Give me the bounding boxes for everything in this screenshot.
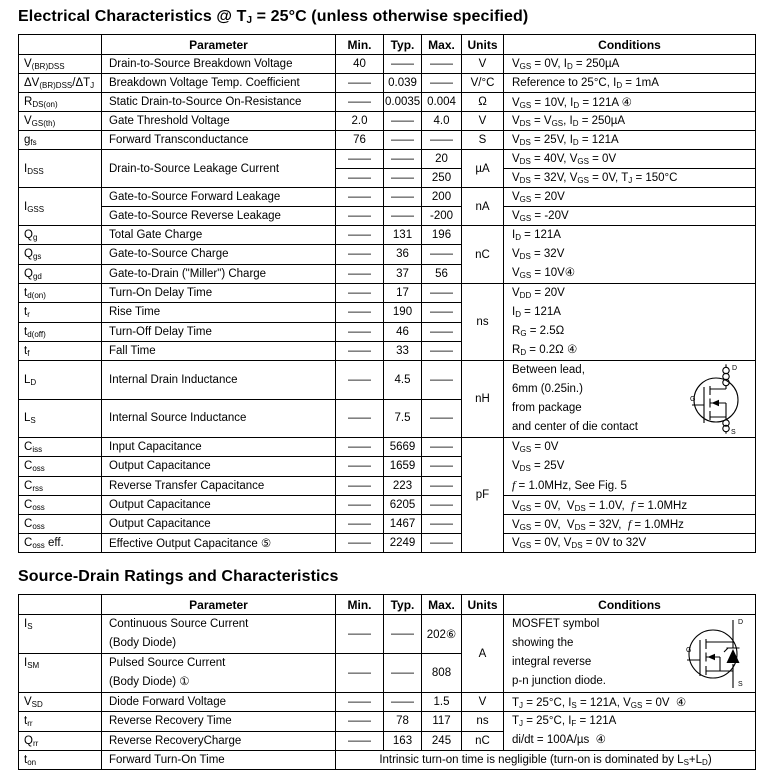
typ-cell: 37 xyxy=(384,264,422,283)
max-cell: —— xyxy=(422,55,462,74)
min-cell: —— xyxy=(336,534,384,553)
typ-cell: —— xyxy=(384,150,422,169)
units-cell: A xyxy=(462,615,504,693)
cond-cell: $V_{DS} = 25V$, $I_D = 121A$ xyxy=(504,131,756,150)
min-cell: —— xyxy=(336,169,384,188)
table-row xyxy=(19,751,756,770)
symbol-cell: $t_{d(off)}$ xyxy=(19,322,102,341)
table-row xyxy=(19,438,756,457)
units-cell: nA xyxy=(462,188,504,226)
table-row xyxy=(19,93,756,112)
min-cell: —— xyxy=(336,457,384,476)
symbol-cell: $L_D$ xyxy=(19,361,102,400)
col-header-typ: Typ. xyxy=(384,35,422,55)
param-cell: Turn-On Delay Time xyxy=(102,284,336,303)
cond-line: $I_D = 121A$ xyxy=(512,229,561,242)
col-header-parameter: Parameter xyxy=(102,35,336,55)
units-cell: Ω xyxy=(462,93,504,112)
table-row xyxy=(19,55,756,74)
cond-cell: $V_{GS} = -20V$ xyxy=(504,207,756,226)
max-cell: 0.004 xyxy=(422,93,462,112)
cond-cell: $V_{GS} = 10V$, $I_D = 121A$ ④ xyxy=(504,93,756,112)
source-drain-table xyxy=(18,594,756,770)
units-cell: µA xyxy=(462,150,504,188)
symbol-cell: $Q_g$ xyxy=(19,226,102,245)
cond-line: $R_D = 0.2\Omega$ ④ xyxy=(512,344,578,357)
max-cell: —— xyxy=(422,476,462,495)
min-cell: —— xyxy=(336,284,384,303)
cond-line: p-n junction diode. xyxy=(512,675,606,687)
param-cell xyxy=(102,615,336,654)
pin-label-g: G xyxy=(686,647,692,654)
typ-cell: 223 xyxy=(384,476,422,495)
cond-line: from package xyxy=(512,402,582,414)
typ-cell: 163 xyxy=(384,731,422,751)
cond-cell xyxy=(504,361,756,438)
cond-cell: $T_J = 25^\circ C$, $I_S = 121A$, $V_{GS} = 0V$ ④ xyxy=(504,693,756,712)
typ-cell: —— xyxy=(384,131,422,150)
symbol-text: $I_S$ xyxy=(24,618,33,631)
typ-cell: 0.039 xyxy=(384,74,422,93)
mosfet-body-diode-icon xyxy=(686,616,752,689)
param-cell: Gate Threshold Voltage xyxy=(102,112,336,131)
units-cell: nH xyxy=(462,361,504,438)
param-cell: Output Capacitance xyxy=(102,496,336,515)
table-row xyxy=(19,188,756,207)
units-cell: V xyxy=(462,693,504,712)
symbol-cell: $V_{(BR)DSS}$ xyxy=(19,55,102,74)
symbol-cell: $g_{fs}$ xyxy=(19,131,102,150)
max-cell: 4.0 xyxy=(422,112,462,131)
param-cell: Breakdown Voltage Temp. Coefficient xyxy=(102,74,336,93)
section-title-source-drain: Source-Drain Ratings and Characteristics xyxy=(18,568,339,585)
min-cell: —— xyxy=(336,731,384,751)
symbol-cell: $C_{oss}$ xyxy=(19,457,102,476)
cond-cell: $V_{GS} = 0V$, $V_{DS} = 32V$, f = 1.0MHz xyxy=(504,515,756,534)
min-cell: —— xyxy=(336,207,384,226)
table-row xyxy=(19,693,756,712)
min-cell: 2.0 xyxy=(336,112,384,131)
cond-cell: Reference to 25°C, $I_D = 1mA$ xyxy=(504,74,756,93)
max-cell: 56 xyxy=(422,264,462,283)
typ-cell: 4.5 xyxy=(384,361,422,400)
max-cell: 196 xyxy=(422,226,462,245)
param-cell: Output Capacitance xyxy=(102,515,336,534)
max-cell: 245 xyxy=(422,731,462,751)
max-cell: —— xyxy=(422,496,462,515)
section-gap xyxy=(18,553,755,566)
cond-cell: $V_{GS} = 20V$ xyxy=(504,188,756,207)
typ-cell: 190 xyxy=(384,303,422,322)
max-cell: 808 xyxy=(422,654,462,693)
cond-cell: $V_{DS} = 32V$, $V_{GS} = 0V$, $T_J = 150^\circ C$ xyxy=(504,169,756,188)
cond-line: $T_J = 25^\circ C$, $I_F = 121A$ xyxy=(512,715,617,728)
min-cell: —— xyxy=(336,93,384,112)
cond-cell: $V_{GS} = 0V$, $V_{DS} = 1.0V$, f = 1.0MHz xyxy=(504,496,756,515)
typ-cell: —— xyxy=(384,169,422,188)
max-cell: 117 xyxy=(422,712,462,732)
max-cell: —— xyxy=(422,399,462,438)
note-cell: Intrinsic turn-on time is negligible (turn-on is dominated by $L_S+L_D$) xyxy=(336,751,756,770)
table-row xyxy=(19,150,756,169)
col-header-max: Max. xyxy=(422,595,462,615)
min-cell: —— xyxy=(336,438,384,457)
symbol-cell: $C_{oss}$ xyxy=(19,515,102,534)
table-row xyxy=(19,534,756,553)
cond-cell xyxy=(504,712,756,751)
min-cell: —— xyxy=(336,654,384,693)
param-cell: Drain-to-Source Leakage Current xyxy=(102,150,336,188)
table-row xyxy=(19,615,756,654)
typ-cell: —— xyxy=(384,207,422,226)
min-cell: —— xyxy=(336,74,384,93)
units-cell: ns xyxy=(462,712,504,732)
typ-cell: 33 xyxy=(384,341,422,360)
cond-cell: $V_{DS} = 40V$, $V_{GS} = 0V$ xyxy=(504,150,756,169)
cond-line: $V_{DS} = 25V$ xyxy=(512,460,565,473)
param-cell: Input Capacitance xyxy=(102,438,336,457)
table-row xyxy=(19,284,756,303)
max-cell: —— xyxy=(422,341,462,360)
col-header-typ: Typ. xyxy=(384,595,422,615)
typ-cell: —— xyxy=(384,654,422,693)
col-header-parameter: Parameter xyxy=(102,595,336,615)
pin-label-d: D xyxy=(732,365,738,372)
symbol-cell: $Q_{gs}$ xyxy=(19,245,102,264)
param-cell: Gate-to-Source Charge xyxy=(102,245,336,264)
param-line: Continuous Source Current xyxy=(109,618,249,630)
typ-cell: —— xyxy=(384,188,422,207)
symbol-cell: $I_{DSS}$ xyxy=(19,150,102,188)
max-cell: —— xyxy=(422,245,462,264)
table-header-row xyxy=(19,595,756,615)
table-row xyxy=(19,112,756,131)
min-cell: —— xyxy=(336,476,384,495)
units-cell: V/°C xyxy=(462,74,504,93)
symbol-cell: $V_{GS(th)}$ xyxy=(19,112,102,131)
param-cell: Gate-to-Source Reverse Leakage xyxy=(102,207,336,226)
corner-cell xyxy=(19,595,102,615)
cond-cell: $V_{GS} = 0V$, $I_D = 250\mu A$ xyxy=(504,55,756,74)
max-cell: —— xyxy=(422,534,462,553)
cond-line: $V_{GS} = 0V$ xyxy=(512,441,559,454)
symbol-text: $I_{SM}$ xyxy=(24,657,40,670)
symbol-cell: $C_{rss}$ xyxy=(19,476,102,495)
cond-cell: $V_{GS} = 0V$, $V_{DS} = 0V$ to 32V xyxy=(504,534,756,553)
table-row xyxy=(19,515,756,534)
max-cell: —— xyxy=(422,457,462,476)
units-cell: ns xyxy=(462,284,504,361)
table-row xyxy=(19,207,756,226)
symbol-cell: $Q_{rr}$ xyxy=(19,731,102,751)
symbol-cell: $\Delta V_{(BR)DSS}/\Delta T_J$ xyxy=(19,74,102,93)
param-cell: Internal Drain Inductance xyxy=(102,361,336,400)
max-cell: —— xyxy=(422,284,462,303)
corner-cell xyxy=(19,35,102,55)
param-cell: Static Drain-to-Source On-Resistance xyxy=(102,93,336,112)
min-cell: 40 xyxy=(336,55,384,74)
param-line: (Body Diode) xyxy=(109,637,177,649)
table-row xyxy=(19,496,756,515)
typ-cell: —— xyxy=(384,615,422,654)
max-cell: —— xyxy=(422,361,462,400)
param-cell: Drain-to-Source Breakdown Voltage xyxy=(102,55,336,74)
symbol-cell: $t_{on}$ xyxy=(19,751,102,770)
typ-cell: 78 xyxy=(384,712,422,732)
param-cell: Diode Forward Voltage xyxy=(102,693,336,712)
pin-label-d: D xyxy=(738,619,744,626)
cond-cell: $V_{DS} = V_{GS}$, $I_D = 250\mu A$ xyxy=(504,112,756,131)
cond-line: integral reverse xyxy=(512,656,592,668)
param-cell: Turn-Off Delay Time xyxy=(102,322,336,341)
cond-line: showing the xyxy=(512,637,574,649)
typ-cell: 6205 xyxy=(384,496,422,515)
param-line: (Body Diode) ① xyxy=(109,676,190,688)
units-cell: nC xyxy=(462,731,504,751)
units-cell: V xyxy=(462,55,504,74)
max-cell: —— xyxy=(422,303,462,322)
cond-line: $I_D = 121A$ xyxy=(512,306,561,319)
param-cell: Gate-to-Drain ("Miller") Charge xyxy=(102,264,336,283)
table-row xyxy=(19,131,756,150)
param-cell: Reverse Recovery Time xyxy=(102,712,336,732)
col-header-conditions: Conditions xyxy=(504,35,756,55)
typ-cell: —— xyxy=(384,55,422,74)
col-header-units: Units xyxy=(462,35,504,55)
param-line: Pulsed Source Current xyxy=(109,657,226,669)
min-cell: —— xyxy=(336,399,384,438)
typ-cell: —— xyxy=(384,112,422,131)
units-cell: pF xyxy=(462,438,504,553)
cond-line: 6mm (0.25in.) xyxy=(512,383,583,395)
col-header-max: Max. xyxy=(422,35,462,55)
min-cell: —— xyxy=(336,712,384,732)
param-cell: Rise Time xyxy=(102,303,336,322)
electrical-characteristics-table xyxy=(18,34,756,553)
typ-cell: 46 xyxy=(384,322,422,341)
max-cell: 202⑥ xyxy=(422,615,462,654)
page-title: Electrical Characteristics @ $T_J = 25^\circ C$ (unless otherwise specified) xyxy=(18,8,529,26)
typ-cell: 131 xyxy=(384,226,422,245)
pin-label-s: S xyxy=(738,681,743,688)
min-cell: —— xyxy=(336,264,384,283)
units-cell: nC xyxy=(462,226,504,284)
table-row xyxy=(19,712,756,732)
cond-cell xyxy=(504,284,756,361)
mosfet-inductance-icon xyxy=(690,362,752,435)
typ-cell: 5669 xyxy=(384,438,422,457)
param-cell: Gate-to-Source Forward Leakage xyxy=(102,188,336,207)
col-header-min: Min. xyxy=(336,35,384,55)
cond-line: $V_{DS} = 32V$ xyxy=(512,248,565,261)
typ-cell: 0.0035 xyxy=(384,93,422,112)
min-cell: —— xyxy=(336,150,384,169)
max-cell: —— xyxy=(422,131,462,150)
param-cell: Forward Transconductance xyxy=(102,131,336,150)
min-cell: —— xyxy=(336,226,384,245)
param-cell: Reverse RecoveryCharge xyxy=(102,731,336,751)
units-cell: S xyxy=(462,131,504,150)
min-cell: —— xyxy=(336,245,384,264)
typ-cell: 36 xyxy=(384,245,422,264)
typ-cell: 2249 xyxy=(384,534,422,553)
symbol-cell: $t_f$ xyxy=(19,341,102,360)
min-cell: 76 xyxy=(336,131,384,150)
param-cell: Fall Time xyxy=(102,341,336,360)
symbol-cell: $t_{rr}$ xyxy=(19,712,102,732)
table-header-row xyxy=(19,35,756,55)
cond-line: $V_{GS}$ = 10V④ xyxy=(512,267,576,280)
min-cell: —— xyxy=(336,693,384,712)
symbol-cell: $C_{oss}$ eff. xyxy=(19,534,102,553)
min-cell: —— xyxy=(336,615,384,654)
typ-cell: 17 xyxy=(384,284,422,303)
max-cell: —— xyxy=(422,515,462,534)
units-cell: V xyxy=(462,112,504,131)
symbol-cell: $I_{GSS}$ xyxy=(19,188,102,226)
max-cell: 1.5 xyxy=(422,693,462,712)
max-cell: —— xyxy=(422,438,462,457)
symbol-cell: $V_{SD}$ xyxy=(19,693,102,712)
cond-cell xyxy=(504,615,756,693)
min-cell: —— xyxy=(336,188,384,207)
max-cell: —— xyxy=(422,74,462,93)
min-cell: —— xyxy=(336,515,384,534)
pin-label-g: G xyxy=(690,396,696,403)
table-row xyxy=(19,226,756,245)
cond-line: and center of die contact xyxy=(512,421,638,433)
max-cell: 20 xyxy=(422,150,462,169)
typ-cell: 1467 xyxy=(384,515,422,534)
symbol-cell xyxy=(19,615,102,654)
symbol-cell: $t_r$ xyxy=(19,303,102,322)
min-cell: —— xyxy=(336,496,384,515)
cond-line: $V_{DD} = 20V$ xyxy=(512,287,565,300)
col-header-units: Units xyxy=(462,595,504,615)
cond-cell xyxy=(504,226,756,284)
max-cell: 200 xyxy=(422,188,462,207)
cond-cell xyxy=(504,438,756,496)
param-cell xyxy=(102,654,336,693)
param-cell: Forward Turn-On Time xyxy=(102,751,336,770)
param-cell: Internal Source Inductance xyxy=(102,399,336,438)
typ-cell: —— xyxy=(384,693,422,712)
min-cell: —— xyxy=(336,361,384,400)
symbol-cell: $C_{iss}$ xyxy=(19,438,102,457)
cond-line: $R_G = 2.5\Omega$ xyxy=(512,325,565,338)
col-header-conditions: Conditions xyxy=(504,595,756,615)
cond-line: di/dt = 100A/µs ④ xyxy=(512,734,606,746)
param-cell: Output Capacitance xyxy=(102,457,336,476)
table-row xyxy=(19,361,756,400)
cond-line: f = 1.0MHz, See Fig. 5 xyxy=(512,478,627,492)
param-cell: Effective Output Capacitance ⑤ xyxy=(102,534,336,553)
symbol-cell: $Q_{gd}$ xyxy=(19,264,102,283)
symbol-cell xyxy=(19,654,102,693)
symbol-cell: $t_{d(on)}$ xyxy=(19,284,102,303)
typ-cell: 1659 xyxy=(384,457,422,476)
cond-line: Between lead, xyxy=(512,364,585,376)
col-header-min: Min. xyxy=(336,595,384,615)
symbol-cell: $L_S$ xyxy=(19,399,102,438)
param-cell: Total Gate Charge xyxy=(102,226,336,245)
max-cell: -200 xyxy=(422,207,462,226)
typ-cell: 7.5 xyxy=(384,399,422,438)
symbol-cell: $R_{DS(on)}$ xyxy=(19,93,102,112)
min-cell: —— xyxy=(336,303,384,322)
max-cell: —— xyxy=(422,322,462,341)
max-cell: 250 xyxy=(422,169,462,188)
min-cell: —— xyxy=(336,322,384,341)
min-cell: —— xyxy=(336,341,384,360)
param-cell: Reverse Transfer Capacitance xyxy=(102,476,336,495)
cond-line: MOSFET symbol xyxy=(512,618,600,630)
table-row xyxy=(19,74,756,93)
symbol-cell: $C_{oss}$ xyxy=(19,496,102,515)
pin-label-s: S xyxy=(731,429,736,435)
